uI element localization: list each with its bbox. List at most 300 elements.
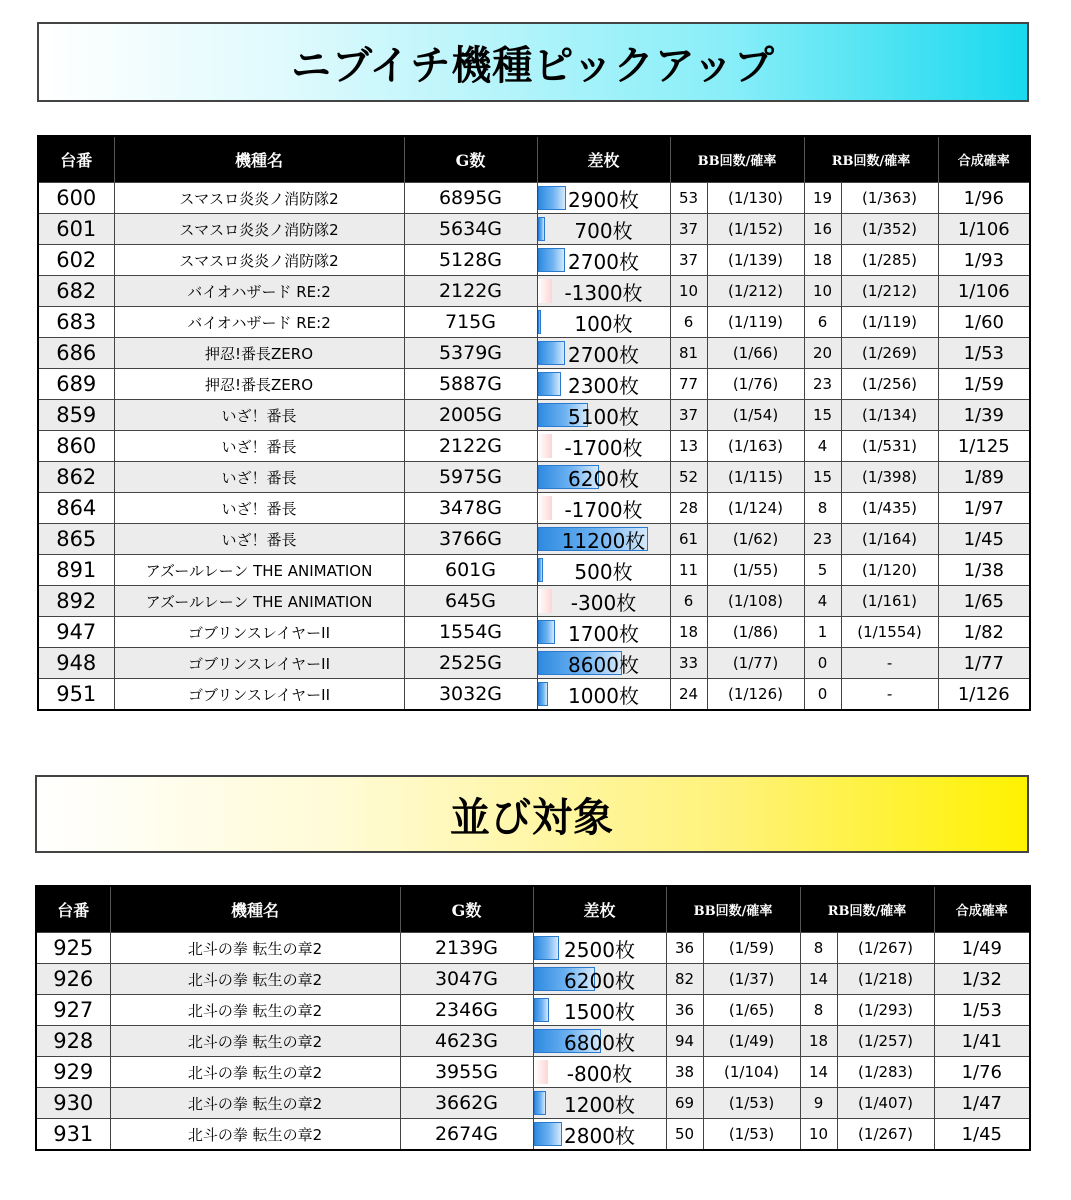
machine-number: 925 [36, 933, 110, 964]
combined-probability: 1/93 [938, 245, 1030, 276]
rb-probability: (1/407) [837, 1088, 934, 1119]
rb-count: 8 [800, 933, 837, 964]
machine-number: 951 [38, 679, 114, 711]
table-row [36, 1119, 1030, 1151]
machine-number: 930 [36, 1088, 110, 1119]
bb-probability: (1/115) [707, 462, 804, 493]
coin-difference [533, 933, 666, 964]
diff-value: 100枚 [574, 311, 633, 336]
machine-number: 683 [38, 307, 114, 338]
bb-count: 38 [666, 1057, 703, 1088]
coin-difference [537, 369, 670, 400]
machine-name: いざ！番長 [114, 493, 404, 524]
bb-probability: (1/65) [703, 995, 800, 1026]
combined-probability: 1/77 [938, 648, 1030, 679]
bb-probability: (1/139) [707, 245, 804, 276]
machine-number: 600 [38, 183, 114, 214]
bb-probability: (1/108) [707, 586, 804, 617]
diff-value: -300枚 [570, 590, 637, 615]
rb-count: 14 [800, 1057, 837, 1088]
game-count: 5379G [404, 338, 537, 369]
rb-count: 6 [804, 307, 841, 338]
machine-name: ゴブリンスレイヤーII [114, 617, 404, 648]
machine-name: いざ！番長 [114, 462, 404, 493]
bb-count: 37 [670, 400, 707, 431]
machine-name: 北斗の拳 転生の章2 [110, 1026, 400, 1057]
coin-difference [537, 276, 670, 307]
header-bb: BB回数/確率 [666, 886, 800, 933]
bb-count: 69 [666, 1088, 703, 1119]
diff-value: 8600枚 [568, 652, 639, 677]
diff-negative-bar [538, 589, 552, 613]
coin-difference [537, 400, 670, 431]
rb-probability: (1/120) [841, 555, 938, 586]
table-header-row [38, 136, 1030, 183]
coin-difference [533, 964, 666, 995]
rb-count: 9 [800, 1088, 837, 1119]
game-count: 3032G [404, 679, 537, 711]
game-count: 601G [404, 555, 537, 586]
rb-probability: (1/352) [841, 214, 938, 245]
bb-probability: (1/37) [703, 964, 800, 995]
coin-difference [537, 214, 670, 245]
header-num: 台番 [38, 136, 114, 183]
coin-difference [537, 462, 670, 493]
header-g: G数 [404, 136, 537, 183]
header-comb: 合成確率 [938, 136, 1030, 183]
game-count: 4623G [400, 1026, 533, 1057]
combined-probability: 1/96 [938, 183, 1030, 214]
rb-probability: (1/293) [837, 995, 934, 1026]
machine-number: 892 [38, 586, 114, 617]
combined-probability: 1/106 [938, 276, 1030, 307]
coin-difference [537, 338, 670, 369]
diff-value: 500枚 [574, 559, 633, 584]
game-count: 2346G [400, 995, 533, 1026]
bb-probability: (1/62) [707, 524, 804, 555]
diff-value: 700枚 [574, 218, 633, 243]
rb-probability: (1/283) [837, 1057, 934, 1088]
rb-probability: (1/134) [841, 400, 938, 431]
combined-probability: 1/45 [934, 1119, 1030, 1151]
diff-bar [538, 620, 555, 644]
game-count: 5887G [404, 369, 537, 400]
table-row [36, 933, 1030, 964]
rb-count: 10 [800, 1119, 837, 1151]
rb-count: 8 [800, 995, 837, 1026]
bb-probability: (1/119) [707, 307, 804, 338]
combined-probability: 1/89 [938, 462, 1030, 493]
bb-probability: (1/53) [703, 1119, 800, 1151]
machine-name: スマスロ炎炎ノ消防隊2 [114, 214, 404, 245]
header-rb: RB回数/確率 [804, 136, 938, 183]
bb-count: 77 [670, 369, 707, 400]
machine-name: バイオハザード RE:2 [114, 307, 404, 338]
game-count: 2122G [404, 431, 537, 462]
rb-probability: (1/267) [837, 1119, 934, 1151]
game-count: 2139G [400, 933, 533, 964]
rb-count: 18 [800, 1026, 837, 1057]
machine-name: 北斗の拳 転生の章2 [110, 1057, 400, 1088]
machine-number: 928 [36, 1026, 110, 1057]
diff-value: 2500枚 [564, 937, 635, 962]
bb-count: 11 [670, 555, 707, 586]
rb-count: 4 [804, 431, 841, 462]
header-diff: 差枚 [537, 136, 670, 183]
rb-probability: (1/398) [841, 462, 938, 493]
rb-count: 0 [804, 679, 841, 711]
game-count: 2005G [404, 400, 537, 431]
combined-probability: 1/76 [934, 1057, 1030, 1088]
machine-number: 689 [38, 369, 114, 400]
diff-value: 1500枚 [564, 999, 635, 1024]
bb-count: 61 [670, 524, 707, 555]
table-row [38, 617, 1030, 648]
rb-probability: (1/1554) [841, 617, 938, 648]
machine-name: 北斗の拳 転生の章2 [110, 995, 400, 1026]
rb-count: 16 [804, 214, 841, 245]
combined-probability: 1/41 [934, 1026, 1030, 1057]
bb-count: 18 [670, 617, 707, 648]
machine-number: 862 [38, 462, 114, 493]
combined-probability: 1/39 [938, 400, 1030, 431]
combined-probability: 1/53 [934, 995, 1030, 1026]
bb-probability: (1/66) [707, 338, 804, 369]
bb-probability: (1/104) [703, 1057, 800, 1088]
header-num: 台番 [36, 886, 110, 933]
table-row [38, 679, 1030, 711]
diff-value: 2700枚 [568, 342, 639, 367]
rb-count: 8 [804, 493, 841, 524]
game-count: 2122G [404, 276, 537, 307]
machine-name: バイオハザード RE:2 [114, 276, 404, 307]
table-row [38, 276, 1030, 307]
table-row [38, 307, 1030, 338]
header-comb: 合成確率 [934, 886, 1030, 933]
machine-number: 948 [38, 648, 114, 679]
diff-value: 6800枚 [564, 1030, 635, 1055]
table-row [38, 214, 1030, 245]
table-row [38, 369, 1030, 400]
bb-probability: (1/163) [707, 431, 804, 462]
bb-probability: (1/55) [707, 555, 804, 586]
combined-probability: 1/32 [934, 964, 1030, 995]
table-row [38, 245, 1030, 276]
diff-value: 6200枚 [568, 466, 639, 491]
bb-probability: (1/76) [707, 369, 804, 400]
combined-probability: 1/60 [938, 307, 1030, 338]
rb-probability: (1/257) [837, 1026, 934, 1057]
diff-value: 5100枚 [568, 404, 639, 429]
rb-probability: (1/269) [841, 338, 938, 369]
rb-count: 15 [804, 462, 841, 493]
header-name: 機種名 [110, 886, 400, 933]
table-row [36, 964, 1030, 995]
diff-value: 2700枚 [568, 249, 639, 274]
rb-count: 19 [804, 183, 841, 214]
rb-count: 10 [804, 276, 841, 307]
bb-probability: (1/54) [707, 400, 804, 431]
table-row [36, 995, 1030, 1026]
section-title: ニブイチ機種ピックアップ [291, 42, 775, 89]
diff-bar [538, 186, 566, 210]
machine-number: 931 [36, 1119, 110, 1151]
bb-count: 36 [666, 995, 703, 1026]
machine-number: 864 [38, 493, 114, 524]
machine-name: 北斗の拳 転生の章2 [110, 1088, 400, 1119]
combined-probability: 1/59 [938, 369, 1030, 400]
machine-name: スマスロ炎炎ノ消防隊2 [114, 245, 404, 276]
machine-name: 北斗の拳 転生の章2 [110, 933, 400, 964]
machine-number: 947 [38, 617, 114, 648]
bb-count: 13 [670, 431, 707, 462]
table-row [38, 431, 1030, 462]
machine-number: 686 [38, 338, 114, 369]
combined-probability: 1/97 [938, 493, 1030, 524]
header-diff: 差枚 [533, 886, 666, 933]
rb-probability: (1/164) [841, 524, 938, 555]
coin-difference [537, 307, 670, 338]
diff-bar [534, 936, 559, 960]
rb-probability: (1/267) [837, 933, 934, 964]
table-row [38, 586, 1030, 617]
pickup-table [37, 135, 1031, 711]
rb-count: 5 [804, 555, 841, 586]
table-row [38, 462, 1030, 493]
diff-value: -1700枚 [564, 435, 643, 460]
machine-number: 865 [38, 524, 114, 555]
combined-probability: 1/126 [938, 679, 1030, 711]
bb-probability: (1/86) [707, 617, 804, 648]
machine-number: 860 [38, 431, 114, 462]
machine-name: ゴブリンスレイヤーII [114, 679, 404, 711]
rb-count: 1 [804, 617, 841, 648]
table-row [38, 183, 1030, 214]
diff-value: 2800枚 [564, 1123, 635, 1148]
diff-value: 2900枚 [568, 187, 639, 212]
machine-name: 北斗の拳 転生の章2 [110, 964, 400, 995]
bb-count: 37 [670, 214, 707, 245]
machine-name: いざ！番長 [114, 400, 404, 431]
game-count: 1554G [404, 617, 537, 648]
rb-probability: (1/435) [841, 493, 938, 524]
combined-probability: 1/45 [938, 524, 1030, 555]
table-header-row [36, 886, 1030, 933]
diff-value: 11200枚 [561, 528, 646, 553]
bb-count: 81 [670, 338, 707, 369]
machine-name: アズールレーン THE ANIMATION [114, 586, 404, 617]
machine-name: ゴブリンスレイヤーII [114, 648, 404, 679]
coin-difference [533, 1057, 666, 1088]
machine-name: 押忍!番長ZERO [114, 369, 404, 400]
bb-count: 53 [670, 183, 707, 214]
diff-value: 1700枚 [568, 621, 639, 646]
combined-probability: 1/65 [938, 586, 1030, 617]
machine-number: 682 [38, 276, 114, 307]
table-row [38, 338, 1030, 369]
header-g: G数 [400, 886, 533, 933]
machine-number: 891 [38, 555, 114, 586]
coin-difference [537, 586, 670, 617]
bb-count: 94 [666, 1026, 703, 1057]
diff-bar [538, 558, 543, 582]
diff-value: -800枚 [566, 1061, 633, 1086]
bb-count: 37 [670, 245, 707, 276]
machine-number: 602 [38, 245, 114, 276]
game-count: 5128G [404, 245, 537, 276]
combined-probability: 1/53 [938, 338, 1030, 369]
coin-difference [537, 617, 670, 648]
diff-bar [538, 682, 548, 706]
game-count: 3766G [404, 524, 537, 555]
coin-difference [537, 648, 670, 679]
machine-name: スマスロ炎炎ノ消防隊2 [114, 183, 404, 214]
table-row [36, 1026, 1030, 1057]
bb-count: 52 [670, 462, 707, 493]
rb-probability: (1/119) [841, 307, 938, 338]
section-banner-pickup [37, 22, 1029, 102]
rb-probability: - [841, 679, 938, 711]
bb-count: 36 [666, 933, 703, 964]
diff-value: 6200枚 [564, 968, 635, 993]
table-row [38, 400, 1030, 431]
rb-probability: (1/531) [841, 431, 938, 462]
combined-probability: 1/82 [938, 617, 1030, 648]
game-count: 2674G [400, 1119, 533, 1151]
diff-negative-bar [538, 496, 552, 520]
bb-probability: (1/130) [707, 183, 804, 214]
diff-negative-bar [538, 279, 552, 303]
coin-difference [533, 1119, 666, 1151]
game-count: 645G [404, 586, 537, 617]
coin-difference [533, 1088, 666, 1119]
game-count: 3955G [400, 1057, 533, 1088]
bb-probability: (1/152) [707, 214, 804, 245]
coin-difference [537, 183, 670, 214]
coin-difference [537, 679, 670, 711]
diff-negative-bar [534, 1060, 548, 1084]
rb-probability: (1/218) [837, 964, 934, 995]
machine-number: 927 [36, 995, 110, 1026]
bb-probability: (1/53) [703, 1088, 800, 1119]
game-count: 5634G [404, 214, 537, 245]
bb-count: 24 [670, 679, 707, 711]
game-count: 5975G [404, 462, 537, 493]
rb-count: 23 [804, 369, 841, 400]
combined-probability: 1/49 [934, 933, 1030, 964]
table-row [38, 524, 1030, 555]
machine-number: 929 [36, 1057, 110, 1088]
combined-probability: 1/47 [934, 1088, 1030, 1119]
bb-probability: (1/212) [707, 276, 804, 307]
rb-probability: (1/363) [841, 183, 938, 214]
diff-negative-bar [538, 434, 552, 458]
table-row [36, 1088, 1030, 1119]
bb-count: 82 [666, 964, 703, 995]
bb-probability: (1/126) [707, 679, 804, 711]
game-count: 3662G [400, 1088, 533, 1119]
machine-number: 601 [38, 214, 114, 245]
machine-name: 北斗の拳 転生の章2 [110, 1119, 400, 1151]
game-count: 3047G [400, 964, 533, 995]
diff-value: -1300枚 [564, 280, 643, 305]
machine-number: 859 [38, 400, 114, 431]
section-title: 並び対象 [450, 794, 614, 841]
diff-bar [534, 1122, 562, 1146]
bb-count: 33 [670, 648, 707, 679]
coin-difference [537, 555, 670, 586]
narabi-table [35, 885, 1031, 1151]
bb-count: 10 [670, 276, 707, 307]
table-row [38, 555, 1030, 586]
table-row [38, 648, 1030, 679]
game-count: 6895G [404, 183, 537, 214]
header-rb: RB回数/確率 [800, 886, 934, 933]
combined-probability: 1/106 [938, 214, 1030, 245]
rb-probability: (1/212) [841, 276, 938, 307]
coin-difference [537, 245, 670, 276]
rb-count: 18 [804, 245, 841, 276]
diff-bar [538, 310, 541, 334]
bb-count: 28 [670, 493, 707, 524]
table-row [36, 1057, 1030, 1088]
diff-bar [538, 372, 561, 396]
rb-count: 14 [800, 964, 837, 995]
diff-value: -1700枚 [564, 497, 643, 522]
section-banner-narabi [35, 775, 1029, 853]
table-row [38, 493, 1030, 524]
rb-probability: (1/256) [841, 369, 938, 400]
header-name: 機種名 [114, 136, 404, 183]
combined-probability: 1/125 [938, 431, 1030, 462]
rb-probability: (1/285) [841, 245, 938, 276]
coin-difference [537, 524, 670, 555]
diff-bar [534, 998, 549, 1022]
coin-difference [533, 995, 666, 1026]
bb-count: 6 [670, 586, 707, 617]
diff-value: 2300枚 [568, 373, 639, 398]
game-count: 2525G [404, 648, 537, 679]
diff-value: 1200枚 [564, 1092, 635, 1117]
bb-probability: (1/49) [703, 1026, 800, 1057]
diff-bar [538, 217, 545, 241]
rb-count: 4 [804, 586, 841, 617]
rb-count: 0 [804, 648, 841, 679]
machine-name: アズールレーン THE ANIMATION [114, 555, 404, 586]
rb-count: 23 [804, 524, 841, 555]
bb-probability: (1/59) [703, 933, 800, 964]
coin-difference [537, 493, 670, 524]
machine-name: いざ！番長 [114, 524, 404, 555]
bb-count: 50 [666, 1119, 703, 1151]
bb-count: 6 [670, 307, 707, 338]
diff-bar [538, 248, 565, 272]
rb-probability: - [841, 648, 938, 679]
bb-probability: (1/124) [707, 493, 804, 524]
game-count: 3478G [404, 493, 537, 524]
coin-difference [533, 1026, 666, 1057]
rb-count: 20 [804, 338, 841, 369]
machine-name: 押忍!番長ZERO [114, 338, 404, 369]
rb-count: 15 [804, 400, 841, 431]
combined-probability: 1/38 [938, 555, 1030, 586]
rb-probability: (1/161) [841, 586, 938, 617]
coin-difference [537, 431, 670, 462]
diff-value: 1000枚 [568, 683, 639, 708]
machine-number: 926 [36, 964, 110, 995]
machine-name: いざ！番長 [114, 431, 404, 462]
diff-bar [538, 341, 565, 365]
